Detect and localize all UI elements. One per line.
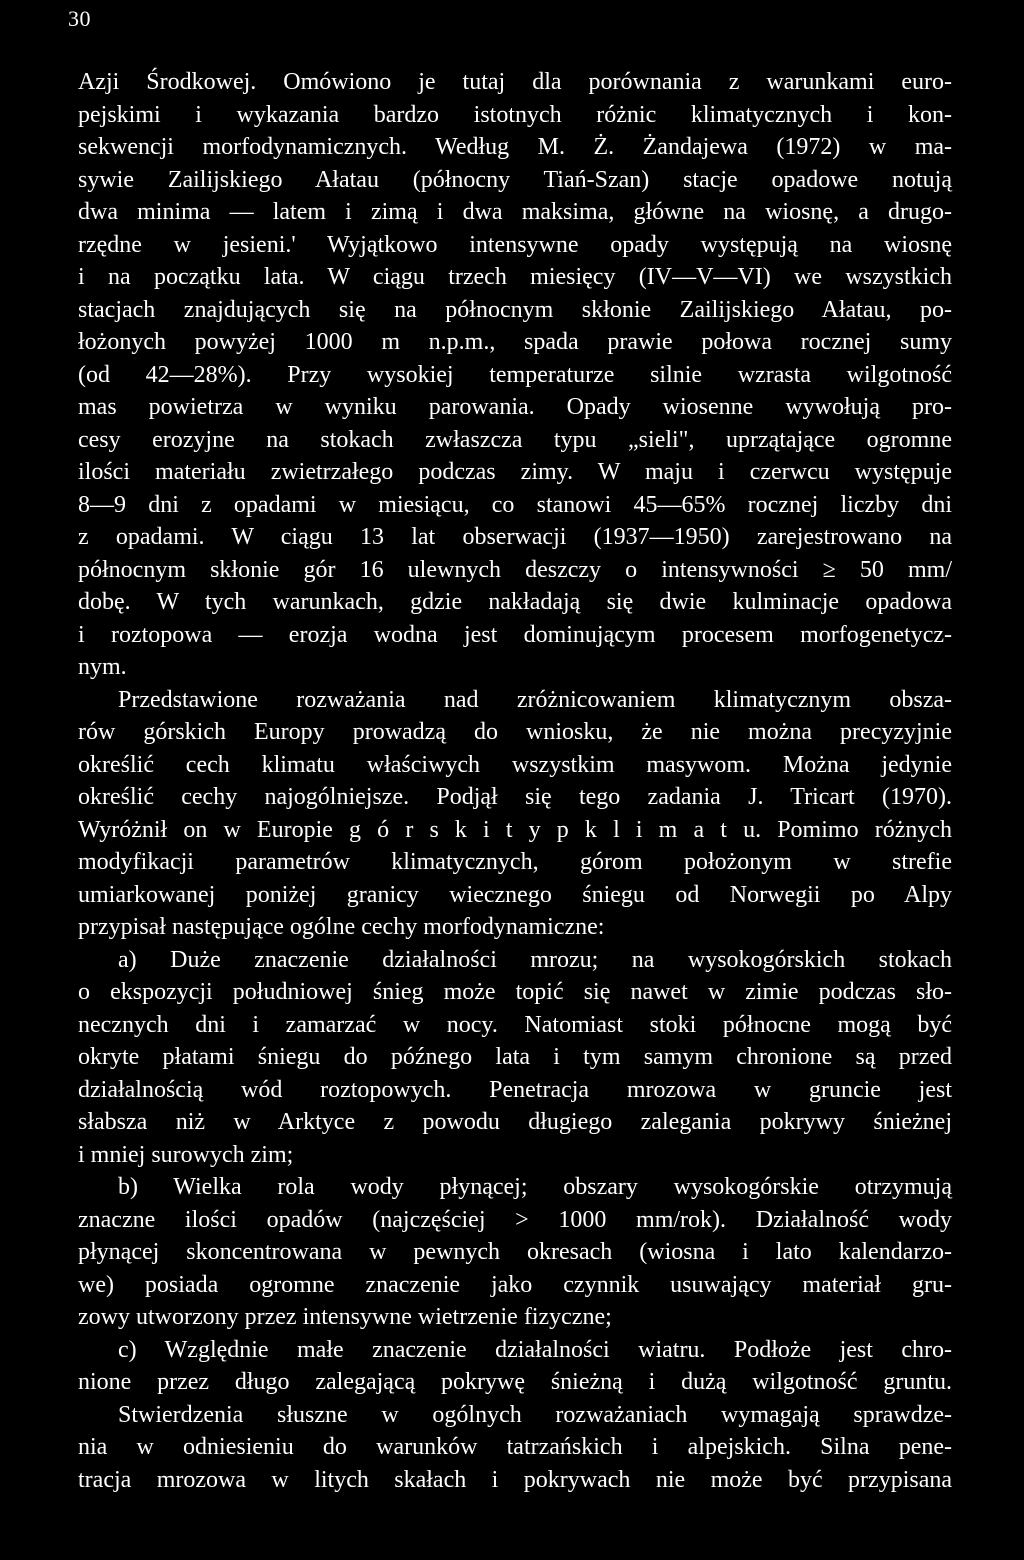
text-line: słabsza niż w Arktyce z powodu długiego zalegania pokrywy śnieżnej <box>78 1109 952 1135</box>
page-number: 30 <box>68 6 91 31</box>
text-line: b) Wielka rola wody płynącej; obszary wysokogórskie otrzymują <box>118 1174 952 1200</box>
text-line: rzędne w jesieni.' Wyjątkowo intensywne opady występują na wiosnę <box>78 231 952 258</box>
text-line: sywie Zailijskiego Ałatau (północny Tiań-Szan) stacje opadowe notują <box>78 166 952 193</box>
page-body-text <box>78 66 952 1496</box>
text-line: nia w odniesieniu do warunków tatrzańskich i alpejskich. Silna pene- <box>78 1434 952 1460</box>
text-line: (od 42—28%). Przy wysokiej temperaturze silnie wzrasta wilgotność <box>78 361 952 388</box>
text-line: znaczne ilości opadów (najczęściej > 1000 mm/rok). Działalność wody <box>78 1206 952 1233</box>
text-line: nym. <box>78 654 127 680</box>
text-line: c) Względnie małe znaczenie działalności wiatru. Podłoże jest chro- <box>118 1336 952 1363</box>
text-line: Przedstawione rozważania nad zróżnicowaniem klimatycznym obsza- <box>118 686 952 713</box>
text-line: łożonych powyżej 1000 m n.p.m., spada prawie połowa rocznej sumy <box>78 329 952 355</box>
text-line: cesy erozyjne na stokach zwłaszcza typu „sieli", uprzątające ogromne <box>78 426 952 453</box>
text-line: 8—9 dni z opadami w miesiącu, co stanowi 45—65% rocznej liczby dni <box>78 491 952 518</box>
text-line: umiarkowanej poniżej granicy wiecznego śniegu od Norwegii po Alpy <box>78 881 952 908</box>
text-line: z opadami. W ciągu 13 lat obserwacji (1937—1950) zarejestrowano na <box>78 524 952 550</box>
text-line: okryte płatami śniegu do późnego lata i tym samym chronione są przed <box>78 1044 952 1070</box>
text-line: pejskimi i wykazania bardzo istotnych różnic klimatycznych i kon- <box>78 101 952 128</box>
text-line: określić cech klimatu właściwych wszystkim masywom. Można jedynie <box>78 751 952 778</box>
text-line: nione przez długo zalegającą pokrywę śnieżną i dużą wilgotność gruntu. <box>78 1369 952 1395</box>
text-line: sekwencji morfodynamicznych. Według M. Ż. Żandajewa (1972) w ma- <box>78 134 952 160</box>
text-line: we) posiada ogromne znaczenie jako czynnik usuwający materiał gru- <box>78 1271 952 1298</box>
text-line: dobę. W tych warunkach, gdzie nakładają się dwie kulminacje opadowa <box>78 589 952 615</box>
text-line: necznych dni i zamarzać w nocy. Natomiast stoki północne mogą być <box>78 1011 952 1038</box>
text-line: mas powietrza w wyniku parowania. Opady wiosenne wywołują pro- <box>78 394 952 420</box>
text-line: działalnością wód roztopowych. Penetracja mrozowa w gruncie jest <box>78 1076 952 1103</box>
text-line: ilości materiału zwietrzałego podczas zimy. W maju i czerwcu występuje <box>78 459 952 485</box>
text-line: określić cechy najogólniejsze. Podjął się tego zadania J. Tricart (1970). <box>78 784 952 810</box>
text-line: tracja mrozowa w litych skałach i pokrywach nie może być przypisana <box>78 1466 952 1493</box>
text-line: zowy utworzony przez intensywne wietrzenie fizyczne; <box>78 1304 612 1330</box>
text-line: modyfikacji parametrów klimatycznych, górom położonym w strefie <box>78 849 952 875</box>
text-line: Stwierdzenia słuszne w ogólnych rozważaniach wymagają sprawdze- <box>118 1401 952 1428</box>
text-line: Azji Środkowej. Omówiono je tutaj dla porównania z warunkami euro- <box>78 69 952 95</box>
text-line: przypisał następujące ogólne cechy morfodynamiczne: <box>78 914 605 940</box>
text-line: rów górskich Europy prowadzą do wniosku, że nie można precyzyjnie <box>78 719 952 745</box>
text-line: stacjach znajdujących się na północnym skłonie Zailijskiego Ałatau, po- <box>78 296 952 323</box>
text-line: o ekspozycji południowej śnieg może topić się nawet w zimie podczas sło- <box>78 979 952 1005</box>
text-line: i mniej surowych zim; <box>78 1141 294 1168</box>
text-line: dwa minima — latem i zimą i dwa maksima, główne na wiosnę, a drugo- <box>78 199 952 225</box>
text-line: Wyróżnił on w Europie g ó r s k i t y p k l i m a t u. Pomimo różnych <box>78 816 952 843</box>
text-line: a) Duże znaczenie działalności mrozu; na wysokogórskich stokach <box>118 946 952 973</box>
text-line: i na początku lata. W ciągu trzech miesięcy (IV—V—VI) we wszystkich <box>78 264 952 290</box>
text-line: płynącej skoncentrowana w pewnych okresach (wiosna i lato kalendarzo- <box>78 1239 952 1265</box>
text-line: i roztopowa — erozja wodna jest dominującym procesem morfogenetycz- <box>78 621 952 648</box>
text-line: północnym skłonie gór 16 ulewnych deszczy o intensywności ≥ 50 mm/ <box>78 556 952 583</box>
